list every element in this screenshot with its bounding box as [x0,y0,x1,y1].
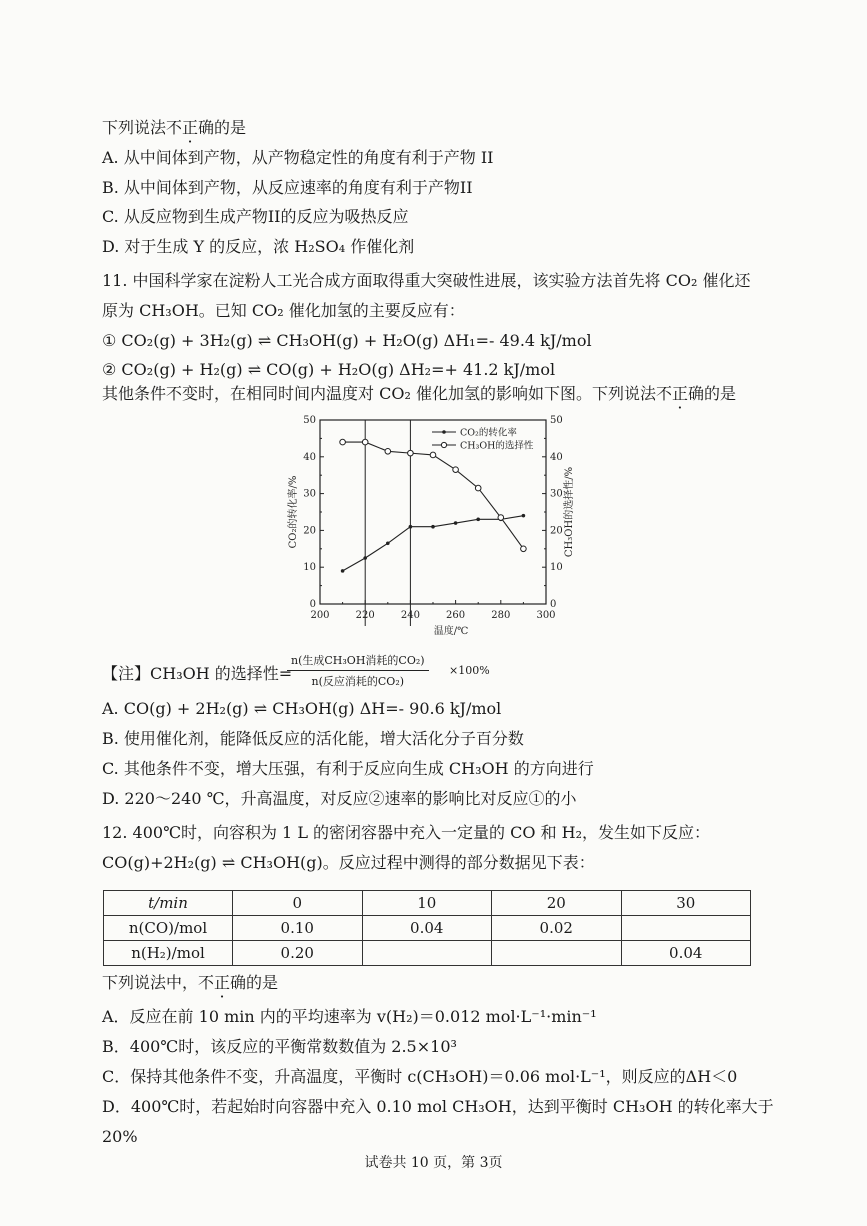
table-row [104,941,751,966]
q12-stem-line2: CO(g)+2H₂(g) ⇌ CH₃OH(g)。反应过程中测得的部分数据见下表： [102,853,595,872]
q12-question-emphasis: 不正确 [198,973,247,992]
q11-option-b: B. 使用催化剂，能降低反应的活化能，增大活化分子百分数 [102,729,524,748]
y-left-tick-label: 0 [309,599,316,610]
q12-data-table [103,890,751,966]
data-point [363,556,367,560]
series-line [343,516,524,571]
q12-question [102,972,278,994]
note-label: 【注】CH₃OH 的选择性= [102,664,293,683]
y-left-tick-label: 30 [303,488,316,500]
chart-svg [282,410,582,650]
table-cell: 0.10 [233,916,363,941]
table-cell: 0.20 [233,941,363,966]
data-point [340,439,346,445]
q11-question-emphasis: 不正确 [655,384,704,403]
y-right-tick-label: 30 [550,488,563,500]
y-right-axis-label: CH₃OH的选择性/% [564,466,575,558]
table-cell [621,916,751,941]
note-numerator: n(生成CH₃OH消耗的CO₂) [287,652,429,671]
q11-question [102,383,736,405]
q11-stem-line1: 11. 中国科学家在淀粉人工光合成方面取得重大突破性进展，该实验方法首先将 CO₂ 催化还 [102,271,751,290]
data-point [430,452,436,458]
y-left-axis-label: CO₂的转化率/% [288,475,299,549]
y-right-tick-label: 50 [550,415,563,426]
q10-prompt [102,117,246,139]
x-tick-label: 220 [355,610,375,621]
q12-option-d-cont: 20% [102,1127,138,1146]
table-cell [362,941,492,966]
x-tick-label: 300 [536,610,556,621]
y-right-tick-label: 10 [550,562,563,574]
x-tick-label: 280 [491,610,511,621]
legend-marker [441,442,446,447]
q11-reaction2: ② CO₂(g) + H₂(g) ⇌ CO(g) + H₂O(g) ΔH₂=+ 41.2 kJ/mol [102,360,556,379]
x-tick-label: 200 [310,610,330,621]
data-point [362,439,368,445]
y-right-tick-label: 0 [550,599,557,610]
data-point [431,525,435,529]
data-point [409,525,413,529]
data-point [521,546,527,552]
q10-prompt-emphasis: 不正确 [166,118,215,137]
data-point [408,450,414,456]
note-tail: ×100% [449,664,490,677]
data-point [385,448,391,454]
table-row [104,916,751,941]
table-cell: 30 [621,891,751,916]
q11-option-c: C. 其他条件不变，增大压强，有利于反应向生成 CH₃OH 的方向进行 [102,759,594,778]
q12-stem-line1: 12. 400℃时，向容积为 1 L 的密闭容器中充入一定量的 CO 和 H₂，发生如下反应： [102,823,711,842]
table-cell: 0.02 [492,916,622,941]
data-point [386,541,390,545]
q10-option-b: B. 从中间体到产物，从反应速率的角度有利于产物II [102,178,473,197]
data-point [341,569,345,573]
q12-question-a: 下列说法中， [102,973,199,992]
data-point [498,515,504,521]
q12-option-c: C．保持其他条件不变，升高温度，平衡时 c(CH₃OH)＝0.06 mol·L⁻¹，则反应的ΔH＜0 [102,1067,738,1086]
table-cell: 0 [233,891,363,916]
legend-marker [442,430,446,434]
q12-option-d: D．400℃时，若起始时向容器中充入 0.10 mol CH₃OH，达到平衡时 CH₃OH 的转化率大于 [102,1097,774,1116]
co2-hydrogenation-chart [282,410,582,650]
y-left-tick-label: 50 [303,415,316,426]
x-tick-label: 260 [446,610,466,621]
page-footer: 试卷共 10 页，第 3页 [364,1155,503,1171]
table-cell: 10 [362,891,492,916]
q10-option-a: A. 从中间体到产物，从产物稳定性的角度有利于产物 II [102,148,494,167]
data-point [453,467,459,473]
data-point [454,521,458,525]
data-point [476,518,480,522]
table-cell: 0.04 [621,941,751,966]
x-tick-label: 240 [400,610,420,621]
q11-reaction1: ① CO₂(g) + 3H₂(g) ⇌ CH₃OH(g) + H₂O(g) ΔH₁=- 49.4 kJ/mol [102,331,592,350]
data-point [522,514,526,518]
table-cell: t/min [104,891,233,916]
legend-label: CO₂的转化率 [460,427,517,439]
q11-option-d: D. 220～240 ℃，升高温度，对反应②速率的影响比对反应①的小 [102,789,577,808]
q11-option-a: A. CO(g) + 2H₂(g) ⇌ CH₃OH(g) ΔH=- 90.6 kJ/mol [102,699,502,718]
y-left-tick-label: 10 [303,562,316,574]
table-cell: 20 [492,891,622,916]
q10-option-c: C. 从反应物到生成产物II的反应为吸热反应 [102,207,409,226]
note-fraction [287,652,429,689]
q10-prompt-a: 下列说法 [102,118,167,137]
table-cell [492,941,622,966]
q10-option-d: D. 对于生成 Y 的反应，浓 H₂SO₄ 作催化剂 [102,237,415,256]
q10-prompt-c: 的是 [214,118,247,137]
note-denominator: n(反应消耗的CO₂) [311,675,405,688]
y-left-tick-label: 40 [303,451,316,463]
data-point [475,485,481,491]
table-header-row [104,891,751,916]
table-cell: n(CO)/mol [104,916,233,941]
q12-question-c: 的是 [246,973,279,992]
table-cell: 0.04 [362,916,492,941]
q12-option-a: A．反应在前 10 min 内的平均速率为 v(H₂)＝0.012 mol·L⁻¹·min⁻¹ [102,1007,597,1026]
table-cell: n(H₂)/mol [104,941,233,966]
legend-label: CH₃OH的选择性 [460,440,534,452]
q11-stem-line2: 原为 CH₃OH。已知 CO₂ 催化加氢的主要反应有： [102,301,465,320]
y-right-tick-label: 40 [550,451,563,463]
y-left-tick-label: 20 [303,525,316,537]
y-right-tick-label: 20 [550,525,563,537]
q11-question-a: 其他条件不变时，在相同时间内温度对 CO₂ 催化加氢的影响如下图。下列说法 [102,384,656,403]
q11-question-c: 的是 [703,384,736,403]
x-axis-label: 温度/℃ [433,626,469,637]
q12-option-b: B．400℃时，该反应的平衡常数数值为 2.5×10³ [102,1037,457,1056]
